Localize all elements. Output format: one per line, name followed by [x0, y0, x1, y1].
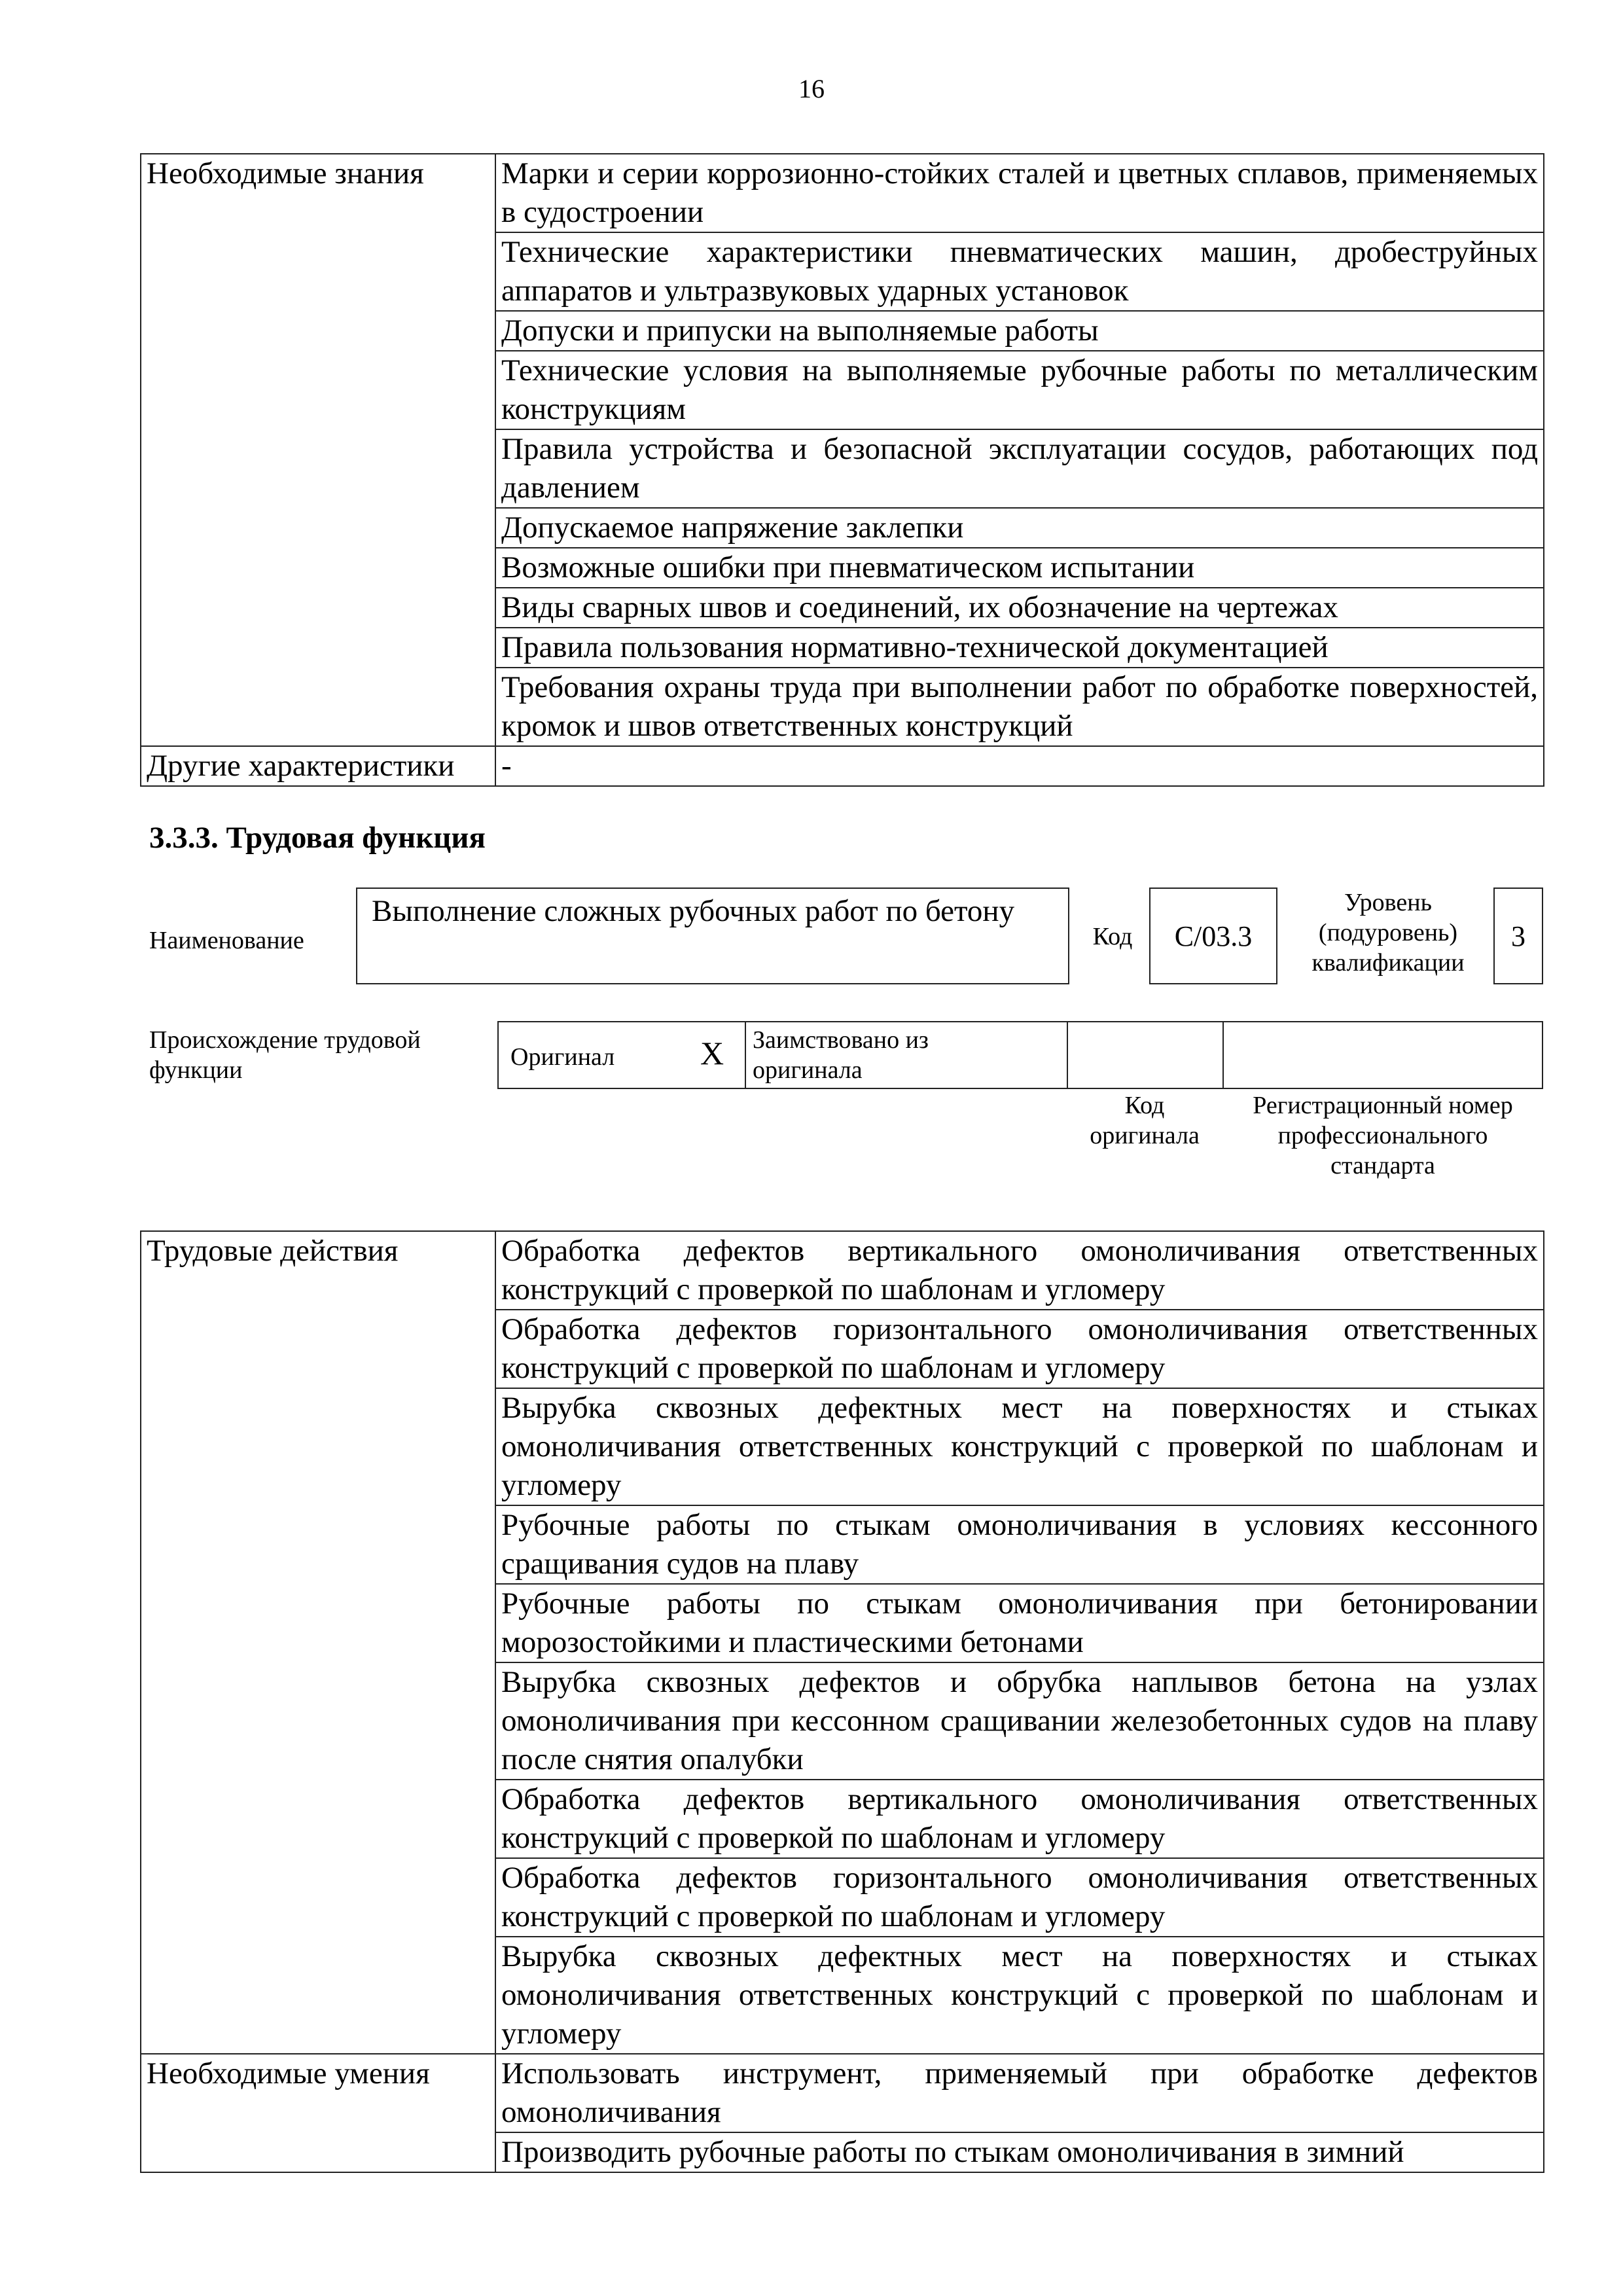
other-value: -	[495, 746, 1544, 786]
section-heading: 3.3.3. Трудовая функция	[149, 821, 486, 855]
action-item: Обработка дефектов горизонтального омоноличивания ответственных конструкций с проверкой по шаблонам и угломеру	[495, 1858, 1544, 1937]
label-other: Другие характеристики	[141, 746, 495, 786]
actions-table	[140, 1230, 1544, 2173]
reg-number-line: профессионального	[1277, 1122, 1488, 1149]
level-value: 3	[1511, 920, 1525, 952]
divider	[745, 1021, 746, 1089]
action-item: Обработка дефектов вертикального омоноличивания ответственных конструкций с проверкой по шаблонам и угломеру	[495, 1780, 1544, 1858]
page-number: 16	[798, 74, 825, 103]
action-item: Вырубка сквозных дефектных мест на поверхностях и стыках омоноличивания ответственных конструкций с проверкой по шаблонам и угломеру	[495, 1937, 1544, 2054]
code-box	[1149, 888, 1277, 984]
label-knowledge: Необходимые знания	[141, 154, 495, 746]
borrowed-label-line: Заимствовано из	[753, 1026, 929, 1054]
action-item: Рубочные работы по стыкам омоноличивания при бетонировании морозостойкими и пластическими бетонами	[495, 1584, 1544, 1662]
knowledge-item: Требования охраны труда при выполнении работ по обработке поверхностей, кромок и швов ответственных конструкций	[495, 668, 1544, 746]
origin-label-line: Происхождение трудовой	[149, 1026, 421, 1054]
action-item: Рубочные работы по стыкам омоноличивания в условиях кессонного сращивания судов на плаву	[495, 1505, 1544, 1584]
action-item: Вырубка сквозных дефектных мест на поверхностях и стыках омоноличивания ответственных конструкций с проверкой по шаблонам и угломеру	[495, 1388, 1544, 1505]
skill-item: Использовать инструмент, применяемый при обработке дефектов омоноличивания	[495, 2054, 1544, 2132]
code-original-line: Код	[1124, 1092, 1165, 1119]
label-skills: Необходимые умения	[141, 2054, 495, 2172]
table-row	[141, 154, 1544, 232]
level-label-line: квалификации	[1311, 949, 1465, 977]
name-box	[356, 888, 1069, 984]
skill-item: Производить рубочные работы по стыкам омоноличивания в зимний	[495, 2132, 1544, 2172]
origin-box	[497, 1021, 1543, 1089]
action-item: Вырубка сквозных дефектов и обрубка наплывов бетона на узлах омоноличивания при кессонном сращивании железобетонных судов на плаву после снятия опалубки	[495, 1662, 1544, 1780]
label-actions: Трудовые действия	[141, 1231, 495, 2054]
action-item: Обработка дефектов горизонтального омоноличивания ответственных конструкций с проверкой по шаблонам и угломеру	[495, 1310, 1544, 1388]
knowledge-item: Допуски и припуски на выполняемые работы	[495, 311, 1544, 351]
code-label: Код	[1092, 923, 1133, 950]
level-label-line: (подуровень)	[1318, 919, 1458, 946]
borrowed-label-line: оригинала	[753, 1056, 863, 1084]
level-box	[1493, 888, 1543, 984]
code-value: C/03.3	[1174, 920, 1253, 952]
divider	[1067, 1021, 1068, 1089]
name-value: Выполнение сложных рубочных работ по бетону	[372, 894, 1015, 928]
knowledge-item: Технические условия на выполняемые рубочные работы по металлическим конструкциям	[495, 351, 1544, 429]
origin-label	[149, 1025, 476, 1085]
knowledge-item: Виды сварных швов и соединений, их обозначение на чертежах	[495, 588, 1544, 628]
borrowed-label	[753, 1025, 929, 1085]
level-label	[1289, 888, 1487, 978]
knowledge-item: Правила устройства и безопасной эксплуатации сосудов, работающих под давлением	[495, 429, 1544, 508]
knowledge-item: Возможные ошибки при пневматическом испытании	[495, 548, 1544, 588]
knowledge-item: Марки и серии коррозионно-стойких сталей и цветных сплавов, применяемых в судостроении	[495, 154, 1544, 232]
code-original-label	[1067, 1090, 1222, 1151]
knowledge-item: Технические характеристики пневматических машин, дробеструйных аппаратов и ультразвуковых ударных установок	[495, 232, 1544, 311]
name-label: Наименование	[149, 927, 304, 954]
knowledge-table	[140, 153, 1544, 787]
origin-label-line: функции	[149, 1056, 243, 1084]
reg-number-line: Регистрационный номер	[1253, 1092, 1513, 1119]
original-label: Оригинал	[510, 1043, 615, 1071]
knowledge-item: Допускаемое напряжение заклепки	[495, 508, 1544, 548]
table-row	[141, 2054, 1544, 2132]
table-row	[141, 1231, 1544, 1310]
code-original-line: оригинала	[1090, 1122, 1200, 1149]
reg-number-label	[1222, 1090, 1543, 1181]
reg-number-line: стандарта	[1330, 1152, 1435, 1179]
divider	[1222, 1021, 1224, 1089]
knowledge-item: Правила пользования нормативно-технической документацией	[495, 628, 1544, 668]
action-item: Обработка дефектов вертикального омоноличивания ответственных конструкций с проверкой по шаблонам и угломеру	[495, 1231, 1544, 1310]
level-label-line: Уровень	[1344, 889, 1432, 916]
table-row	[141, 746, 1544, 786]
original-mark: X	[700, 1035, 724, 1071]
